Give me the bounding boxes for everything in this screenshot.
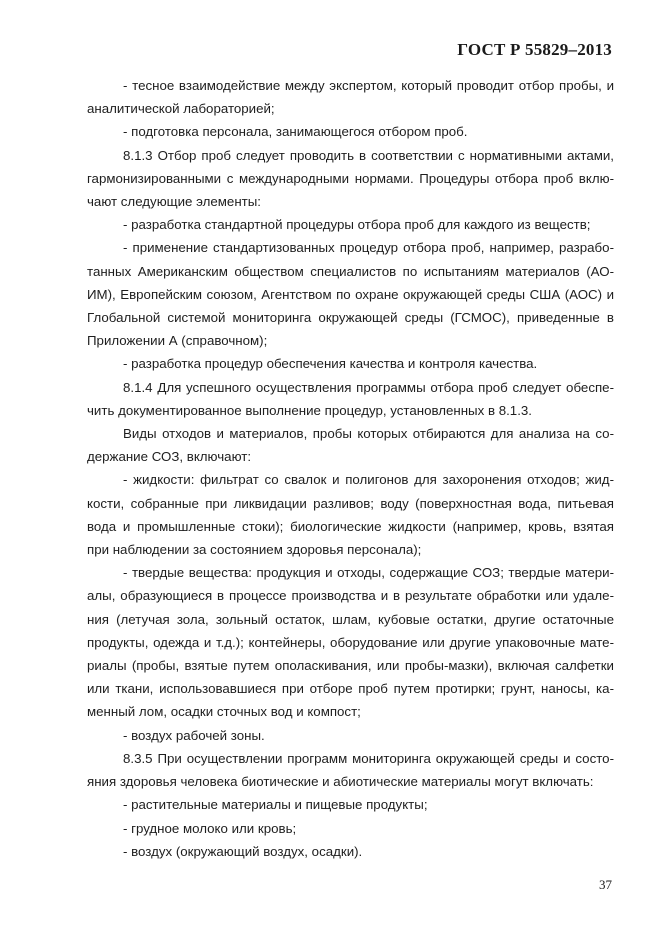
paragraph-solids: - твердые вещества: продукция и отходы, содержащие СОЗ; твердые материалы, образующиеся в процессе производства и в результате обработки или удаления (летучая зола, зольный остаток, шлам, кубовые остатки, другие остаточные продукты, одежда и т.д.); контейнеры, оборудование или другие упаковочные материалы (пробы, взятые путем ополаскивания, или пробы-мазки), включая салфетки или ткани, использовавшиеся при отборе проб путем протирки; грунт, наносы, каменный лом, осадки сточных вод и компост;	[87, 565, 614, 720]
document-header-standard-id: ГОСТ Р 55829–2013	[457, 40, 612, 59]
paragraph-quality-control: - разработка процедур обеспечения качества и контроля качества.	[123, 356, 538, 372]
paragraph-standard-procedure: - разработка стандартной процедуры отбора проб для каждого из веществ;	[123, 217, 591, 233]
paragraph-clause-8-1-3: 8.1.3 Отбор проб следует проводить в соответствии с нормативными актами, гармонизированными с международными нормами. Процедуры отбора проб включают следующие элементы:	[87, 147, 614, 210]
paragraph-clause-8-3-5: 8.3.5 При осуществлении программ мониторинга окружающей среды и состояния здоровья человека биотические и абиотические материалы могут включать:	[87, 750, 614, 790]
paragraph-standardized-procedures: - применение стандартизованных процедур отбора проб, например, разработанных Американским обществом специалистов по испытаниям материалов (АОИМ), Европейским союзом, Агентством по охране окружающей среды США (АОС) и Глобальной системой мониторинга окружающей среды (ГСМОС), приведенные в Приложении А (справочном);	[87, 240, 614, 349]
page-number: 37	[599, 877, 612, 892]
paragraph-ambient-air: - воздух (окружающий воздух, осадки).	[123, 843, 363, 859]
paragraph-breast-milk-blood: - грудное молоко или кровь;	[123, 820, 297, 836]
paragraph-staff-training: - подготовка персонала, занимающегося отбором проб.	[123, 124, 468, 140]
paragraph-clause-8-1-4: 8.1.4 Для успешного осуществления программы отбора проб следует обеспечить документированное выполнение процедур, установленных в 8.1.3.	[87, 379, 614, 418]
document-body	[87, 74, 614, 863]
paragraph-plant-materials: - растительные материалы и пищевые продукты;	[123, 797, 428, 813]
paragraph-waste-types-intro: Виды отходов и материалов, пробы которых отбираются для анализа на содержание СОЗ, включают:	[87, 426, 614, 465]
paragraph-workplace-air: - воздух рабочей зоны.	[123, 727, 265, 743]
paragraph-expert-lab-interaction: - тесное взаимодействие между экспертом, который проводит отбор пробы, и аналитической лабораторией;	[87, 78, 614, 117]
paragraph-liquids: - жидкости: фильтрат со свалок и полигонов для захоронения отходов; жидкости, собранные при ликвидации разливов; воду (поверхностная вода, питьевая вода и промышленные стоки); биологические жидкости (например, кровь, взятая при наблюдении за состоянием здоровья персонала);	[87, 472, 614, 558]
